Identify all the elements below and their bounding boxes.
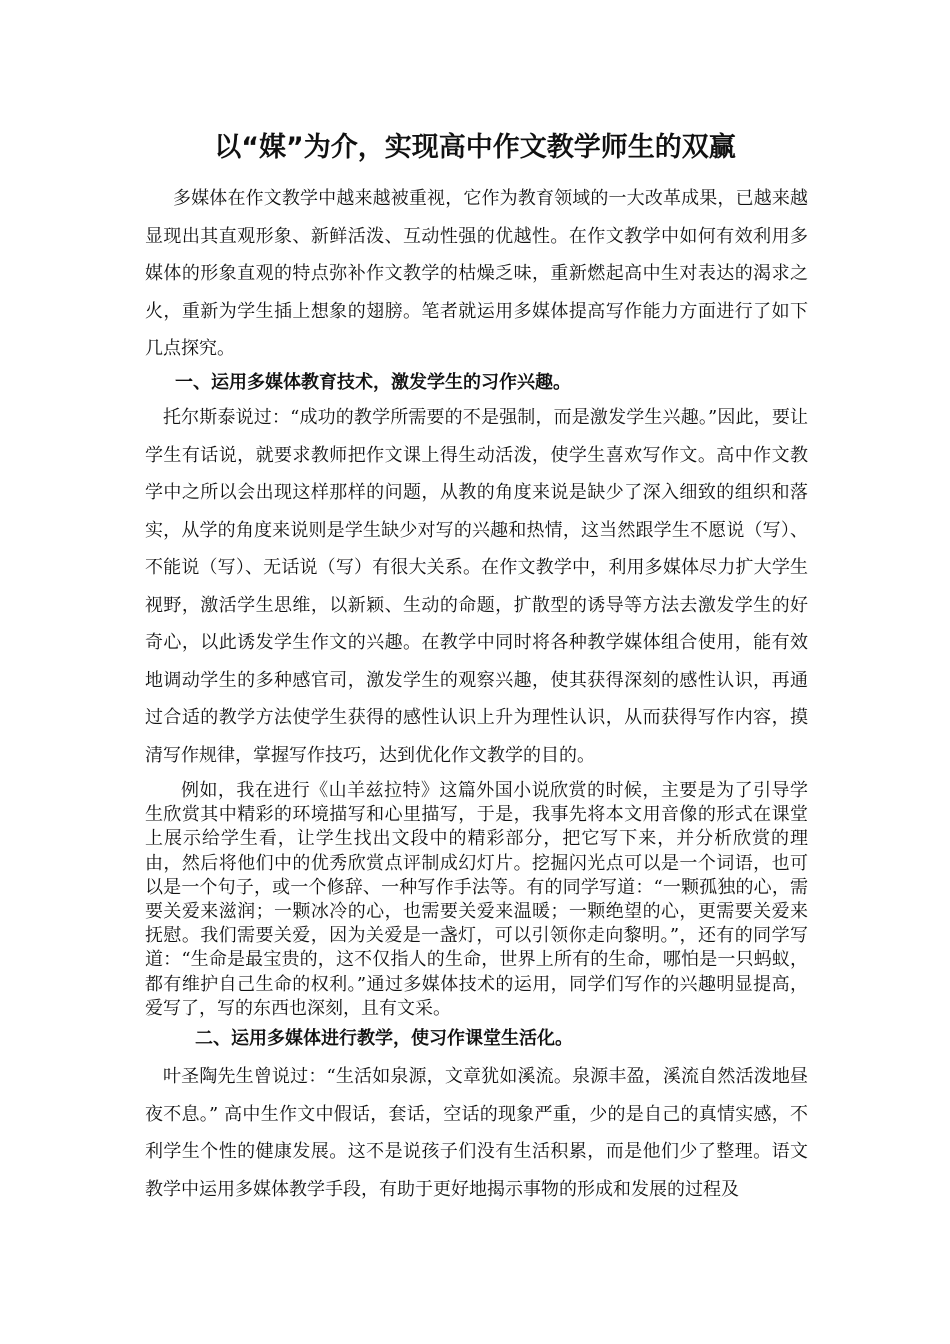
document-title: 以“媒”为介，实现高中作文教学师生的双赢 xyxy=(214,132,736,163)
section-heading-1: 一、运用多媒体教育技术，激发学生的习作兴趣。 xyxy=(175,372,571,393)
section-1-paragraph-2: 例如，我在进行《山羊兹拉特》这篇外国小说欣赏的时候，主要是为了引导学生欣赏其中精彩的环境描写和心里描写，于是，我事先将本文用音像的形式在课堂上展示给学生看，让学生找出文段中的精彩部分，把它写下来，并分析欣赏的理由，然后将他们中的优秀欣赏点评制成幻灯片。挖掘闪光点可以是一个词语，也可以是一个句子，或一个修辞、一种写作手法等。有的同学写道：“一颗孤独的心，需要关爱来滋润；一颗冰冷的心，也需要关爱来温暖；一颗绝望的心，更需要关爱来抚慰。我们需要关爱，因为关爱是一盏灯，可以引领你走向黎明。”，还有的同学写道：“生命是最宝贵的，这不仅指人的生命，世界上所有的生命，哪怕是一只蚂蚁，都有维护自己生命的权利。”通过多媒体技术的运用，同学们写作的兴趣明显提高，爱写了，写的东西也深刻，且有文采。 xyxy=(145,780,808,1019)
intro-paragraph: 多媒体在作文教学中越来越被重视，它作为教育领域的一大改革成果，已越来越显现出其直观形象、新鲜活泼、互动性强的优越性。在作文教学中如何有效利用多媒体的形象直观的特点弥补作文教学的枯燥乏味，重新燃起高中生对表达的渴求之火，重新为学生插上想象的翅膀。笔者就运用多媒体提高写作能力方面进行了如下几点探究。 xyxy=(145,188,808,359)
section-heading-2: 二、运用多媒体进行教学，使习作课堂生活化。 xyxy=(195,1028,573,1049)
section-1-paragraph-1: 托尔斯泰说过：“成功的教学所需要的不是强制，而是激发学生兴趣。”因此，要让学生有话说，就要求教师把作文课上得生动活泼，使学生喜欢写作文。高中作文教学中之所以会出现这样那样的问题，从教的角度来说是缺少了深入细致的组织和落实，从学的角度来说则是学生缺少对写的兴趣和热情，这当然跟学生不愿说（写）、不能说（写）、无话说（写）有很大关系。在作文教学中，利用多媒体尽力扩大学生视野，激活学生思维，以新颖、生动的命题，扩散型的诱导等方法去激发学生的好奇心，以此诱发学生作文的兴趣。在教学中同时将各种教学媒体组合使用，能有效地调动学生的多种感官司，激发学生的观察兴趣，使其获得深刻的感性认识，再通过合适的教学方法使学生获得的感性认识上升为理性认识，从而获得写作内容，摸清写作规律，掌握写作技巧，达到优化作文教学的目的。 xyxy=(145,407,808,766)
section-2-paragraph-1: 叶圣陶先生曾说过：“生活如泉源，文章犹如溪流。泉源丰盈，溪流自然活泼地昼夜不息。” 高中生作文中假话，套话，空话的现象严重，少的是自己的真情实感，不利学生个性的健康发展。这不是说孩子们没有生活积累，而是他们少了整理。语文教学中运用多媒体教学手段，有助于更好地揭示事物的形成和发展的过程及 xyxy=(145,1066,808,1200)
